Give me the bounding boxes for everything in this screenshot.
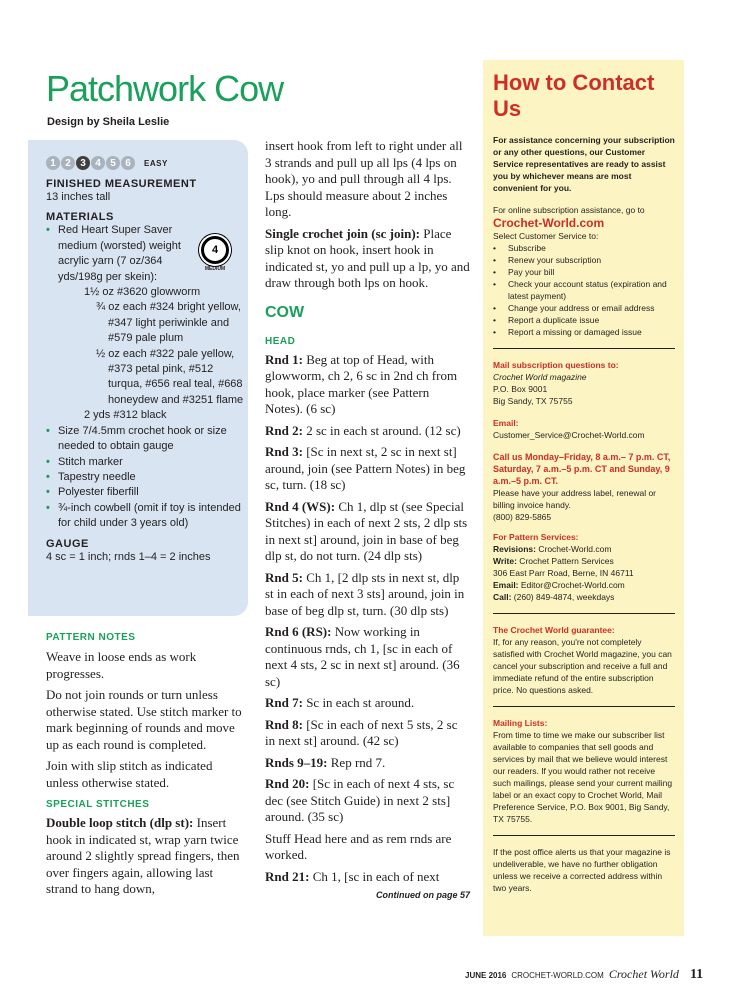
skill-dot: 4 xyxy=(91,156,105,170)
round-text: [Sc in each of next 5 sts, 2 sc in next st] around. (42 sc) xyxy=(265,716,458,748)
pattern-heading: For Pattern Services: xyxy=(493,532,579,542)
list-item: • ¾-inch cowbell (omit if toy is intended for child under 3 years old) xyxy=(46,501,246,532)
round-text: Ch 1, dlp st (see Special Stitches) in each of next 2 sts, 2 dlp sts in next st] around, join in base of beg dlp st, do not turn. (24 dlp sts) xyxy=(265,498,468,563)
notes-column xyxy=(46,632,246,898)
yarn-line: ½ oz each #322 pale yellow, #373 petal pink, #512 turqua, #656 real teal, #668 honeydew and #3251 flame xyxy=(96,347,244,406)
pattern-line-text: 306 East Parr Road, Berne, IN 46711 xyxy=(493,568,634,578)
round-label: Rnd 3: xyxy=(265,444,303,459)
round-text: 2 sc in each st around. (12 sc) xyxy=(302,422,461,438)
materials-list xyxy=(46,424,246,532)
sc-join xyxy=(265,226,470,292)
yarn-weight-number: 4 xyxy=(201,236,229,264)
pattern-line xyxy=(493,567,675,579)
list-item: • Check your account status (expiration and latest payment) xyxy=(493,278,675,302)
contact-title: How to Contact Us xyxy=(493,70,655,121)
round xyxy=(265,352,470,418)
list-item: • Size 7/4.5mm crochet hook or size needed to obtain gauge xyxy=(46,424,246,455)
round-label: Rnd 5: xyxy=(265,569,303,585)
round-text: Rep rnd 7. xyxy=(327,754,386,770)
round-text: Beg at top of Head, with glowworm, ch 2, 6 sc in 2nd ch from hook, place marker (see Pattern Notes). (6 sc) xyxy=(265,351,458,416)
contact-intro: For assistance concerning your subscription or any other questions, our Customer Service representatives are ready to assist you by whichever means are most convenient for you. xyxy=(493,135,675,193)
pattern-line xyxy=(493,543,675,555)
pattern-notes-heading: PATTERN NOTES xyxy=(46,632,136,643)
finished-text: 13 inches tall xyxy=(46,191,111,203)
round-label: Rnds 9–19: xyxy=(265,754,328,770)
materials-column xyxy=(46,156,246,565)
round-text: Stuff Head here and as rem rnds are worked. xyxy=(265,830,452,862)
list-item: • Report a duplicate issue xyxy=(493,314,675,326)
yarn-weight-label: MEDIUM xyxy=(204,266,226,272)
round xyxy=(265,869,470,886)
page-title: Patchwork Cow xyxy=(46,68,284,109)
dlp-stitch-continued: insert hook from left to right under all 3 strands and pull up all lps (4 lps on hook), yo and pull through all 4 lps. Lps should measure about 2 inches long. xyxy=(265,138,463,219)
page-footer xyxy=(465,967,725,983)
round xyxy=(265,695,470,712)
site-link[interactable]: Crochet-World.com xyxy=(493,216,605,230)
postoffice-text: If the post office alerts us that your magazine is undeliverable, we have no further obligation unless we receive a corrected address within two years. xyxy=(493,847,671,893)
list-item: • Report a missing or damaged issue xyxy=(493,326,675,338)
round-text: Now working in continuous rnds, ch 1, [sc in each of next 4 sts, 2 sc in next st] around. (36 sc) xyxy=(265,624,460,689)
round-text: Sc in each st around. xyxy=(302,695,415,710)
finished-heading: FINISHED MEASUREMENT xyxy=(46,178,197,190)
materials-list xyxy=(46,223,246,285)
pattern-line-label: Email: xyxy=(493,580,519,590)
skill-dot: 6 xyxy=(121,156,135,170)
list-item: • Pay your bill xyxy=(493,266,675,278)
note-paragraph: Join with slip stitch as indicated unless otherwise stated. xyxy=(46,758,213,790)
skill-dot: 5 xyxy=(106,156,120,170)
list-item xyxy=(46,223,246,285)
sc-join-text: Place slip knot on hook, insert hook in indicated st, yo and pull up a lp, yo and draw through both lps on hook. xyxy=(265,225,470,290)
call-heading: Call us Monday–Friday, 8 a.m.– 7 p.m. CT, Saturday, 7 a.m.–5 p.m. CT and Sunday, 9 a.m.–5 p.m. CT. xyxy=(493,452,671,486)
guarantee-text: If, for any reason, you're not completely satisfied with Crochet World magazine, you can cancel your subscription and receive a full and immediate refund of the entire subscription price. No questions asked. xyxy=(493,637,672,695)
pattern-line-text: Crochet-World.com xyxy=(536,544,612,554)
mail-line: Big Sandy, TX 75755 xyxy=(493,396,573,406)
email-heading: Email: xyxy=(493,418,519,428)
phone: (800) 829-5865 xyxy=(493,512,552,522)
pattern-line xyxy=(493,591,675,603)
pattern-line-text: Crochet Pattern Services xyxy=(516,556,614,566)
byline: Design by Sheila Leslie xyxy=(47,116,170,128)
list-item: • Stitch marker xyxy=(46,455,246,470)
online-text: For online subscription assistance, go to xyxy=(493,205,645,215)
email-address[interactable]: Customer_Service@Crochet-World.com xyxy=(493,430,645,440)
dlp-stitch-text: Insert hook in indicated st, wrap yarn twice around 2 slightly spread fingers, then over fingers again, allowing last strand to hang down, xyxy=(46,815,240,896)
note-paragraph: Weave in loose ends as work progresses. xyxy=(46,649,197,681)
pattern-line-label: Call: xyxy=(493,592,512,602)
pattern-line xyxy=(493,579,675,591)
round-label: Rnd 1: xyxy=(265,351,303,367)
round-text: Ch 1, [sc in each of next xyxy=(309,868,440,884)
head-heading: HEAD xyxy=(265,335,296,347)
pattern-line-text: Editor@Crochet-World.com xyxy=(518,580,625,590)
skill-dot-selected: 3 xyxy=(76,156,90,170)
page-number: 11 xyxy=(689,967,704,982)
gauge-heading: GAUGE xyxy=(46,537,89,550)
skill-level xyxy=(46,156,246,170)
list-item: • Polyester fiberfill xyxy=(46,485,246,500)
skill-label: EASY xyxy=(144,158,168,168)
pattern-line-label: Write: xyxy=(493,556,517,566)
mailing-heading: Mailing Lists: xyxy=(493,718,548,728)
round-label: Rnd 20: xyxy=(265,776,310,791)
guarantee-heading: The Crochet World guarantee: xyxy=(493,625,615,635)
yarn-line: 1½ oz #3620 glowworm xyxy=(84,286,201,299)
round-label: Rnd 4 (WS): xyxy=(265,498,336,514)
divider xyxy=(493,835,675,836)
round xyxy=(265,831,470,864)
select-text: Select Customer Service to: xyxy=(493,231,599,241)
round xyxy=(265,717,470,750)
pattern-line-label: Revisions: xyxy=(493,544,536,554)
mail-line: P.O. Box 9001 xyxy=(493,384,548,394)
round xyxy=(265,499,470,565)
round xyxy=(265,423,470,440)
divider xyxy=(493,706,675,707)
skill-dot: 2 xyxy=(61,156,75,170)
round xyxy=(265,624,470,690)
sc-join-name: Single crochet join (sc join): xyxy=(265,225,421,241)
round-text: [Sc in next st, 2 sc in next st] around, join (see Pattern Notes) in beg sc, turn. (18 sc) xyxy=(265,444,466,492)
round-label: Rnd 6 (RS): xyxy=(265,624,332,639)
round-label: Rnd 7: xyxy=(265,695,303,710)
round xyxy=(265,755,470,772)
gauge-text: 4 sc = 1 inch; rnds 1–4 = 2 inches xyxy=(46,550,211,563)
list-item: • Change your address or email address xyxy=(493,302,675,314)
materials-heading: MATERIALS xyxy=(46,211,114,224)
dlp-stitch xyxy=(46,815,246,898)
call-text: Please have your address label, renewal or billing invoice handy. xyxy=(493,488,657,510)
yarn-line: ¾ oz each #324 bright yellow, #347 light periwinkle and #579 pale plum xyxy=(96,301,241,345)
mailing-text: From time to time we make our subscriber list available to companies that sell goods and services by mail that we believe would interest our readers. If you would rather not receive such mailings, please send your current mailing label or an exact copy to Crochet World, Mail Preference Service, P.O. Box 9001, Big Sandy, TX 75755. xyxy=(493,730,673,824)
special-stitches-heading: SPECIAL STITCHES xyxy=(46,799,150,810)
divider xyxy=(493,613,675,614)
pattern-line-text: (260) 849-4874, weekdays xyxy=(511,592,615,602)
round xyxy=(265,444,470,494)
divider xyxy=(493,348,675,349)
skill-dot: 1 xyxy=(46,156,60,170)
round-label: Rnd 2: xyxy=(265,422,303,438)
contact-box xyxy=(483,60,684,936)
instructions-column xyxy=(265,138,470,900)
round-label: Rnd 21: xyxy=(265,868,310,884)
list-item: • Subscribe xyxy=(493,242,675,254)
round-label: Rnd 8: xyxy=(265,716,303,732)
list-item: • Tapestry needle xyxy=(46,470,246,485)
cow-heading: COW xyxy=(265,303,305,321)
yarn-line: 2 yds #312 black xyxy=(84,409,167,422)
note-paragraph: Do not join rounds or turn unless otherwise stated. Use stitch marker to mark beginning of rounds and move up as each round is completed. xyxy=(46,687,242,752)
yarn-text: Red Heart Super Saver medium (worsted) weight acrylic yarn (7 oz/364 yds/198g per skein): xyxy=(58,224,181,283)
footer-magazine: Crochet World xyxy=(608,967,679,981)
footer-date: JUNE 2016 xyxy=(465,971,507,980)
round-text: Ch 1, [2 dlp sts in next st, dlp st in each of next 3 sts] around, join in base of beg dlp st, turn. (30 dlp sts) xyxy=(265,569,465,618)
continued-note: Continued on page 57 xyxy=(375,890,470,900)
mail-heading: Mail subscription questions to: xyxy=(493,360,619,370)
round-text: [Sc in each of next 4 sts, sc dec (see Stitch Guide) in next 2 sts] around. (35 sc) xyxy=(265,776,455,824)
pattern-line xyxy=(493,555,675,567)
round xyxy=(265,776,470,826)
mail-line: Crochet World magazine xyxy=(493,372,587,382)
dlp-stitch-name: Double loop stitch (dlp st): xyxy=(46,815,194,830)
options-list xyxy=(493,242,675,338)
round xyxy=(265,570,470,620)
list-item: • Renew your subscription xyxy=(493,254,675,266)
footer-site: CROCHET-WORLD.COM xyxy=(511,971,604,980)
